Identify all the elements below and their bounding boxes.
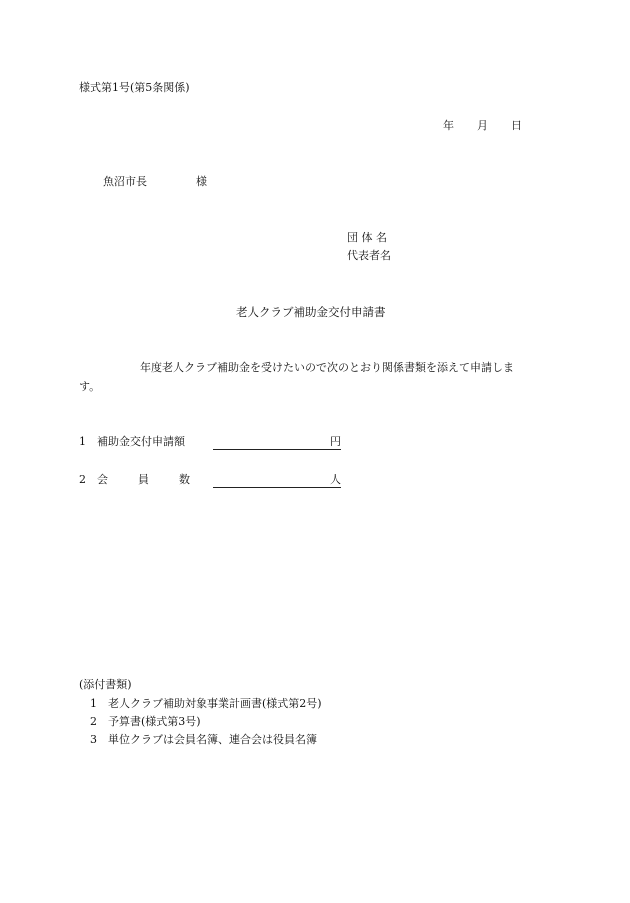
item-1-number: 1	[79, 435, 86, 448]
person-unit: 人	[330, 473, 341, 486]
item-2-label-part-2: 員	[138, 473, 149, 486]
body-line-1: 年度老人クラブ補助金を受けたいので次のとおり関係書類を添えて申請しま	[140, 361, 514, 374]
date-year-label: 年	[443, 119, 454, 132]
form-number: 様式第1号(第5条関係)	[79, 81, 190, 94]
representative-name-label: 代表者名	[347, 249, 391, 262]
item-2-label-part-3: 数	[179, 473, 190, 486]
amount-field	[213, 435, 341, 450]
attachment-2-number: 2	[90, 715, 97, 728]
addressee-name: 魚沼市長	[103, 175, 147, 188]
date-month-label: 月	[477, 119, 488, 132]
attachment-3-number: 3	[90, 733, 97, 746]
body-line-2: す。	[79, 380, 101, 393]
organization-name-label: 団 体 名	[347, 231, 387, 244]
member-count-field	[213, 473, 341, 488]
attachment-1-text: 老人クラブ補助対象事業計画書(様式第2号)	[108, 697, 322, 710]
attachment-3-text: 単位クラブは会員名簿、連合会は役員名簿	[108, 733, 317, 746]
item-2-number: 2	[79, 473, 86, 486]
attachment-1-number: 1	[90, 697, 97, 710]
item-2-label-part-1: 会	[97, 473, 108, 486]
date-day-label: 日	[511, 119, 522, 132]
attachment-2-text: 予算書(様式第3号)	[108, 715, 201, 728]
yen-unit: 円	[330, 435, 341, 448]
attachments-heading: (添付書類)	[79, 678, 132, 691]
item-1-label: 補助金交付申請額	[97, 435, 185, 448]
document-title: 老人クラブ補助金交付申請書	[236, 305, 386, 319]
addressee-honorific: 様	[196, 175, 207, 188]
